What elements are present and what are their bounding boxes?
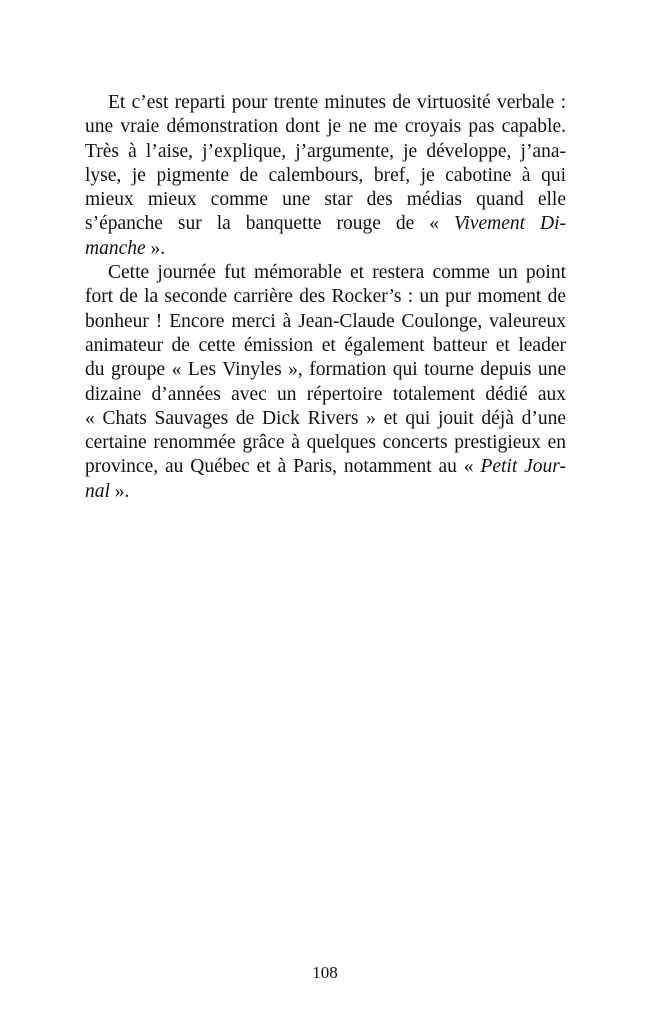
text-line: [85, 310, 566, 334]
text-segment: bonheur ! Encore merci à Jean-Claude Coulonge, valeureux: [85, 310, 566, 332]
text-line: [85, 285, 566, 309]
text-segment: Cette journée fut mémorable et restera comme un point: [108, 262, 566, 284]
text-segment: fort de la seconde carrière des Rocker’s : un pur moment de: [85, 286, 566, 308]
text-line: [85, 140, 566, 164]
text-line: [85, 480, 566, 504]
text-line: [85, 212, 566, 236]
text-line: [85, 431, 566, 455]
text-line: [85, 115, 566, 139]
document-body: [85, 91, 566, 504]
text-segment: animateur de cette émission et également batteur et leader: [85, 334, 566, 356]
italic-title-segment: manche: [85, 237, 146, 259]
text-line: [85, 455, 566, 479]
text-segment: ».: [145, 237, 166, 259]
text-segment: du groupe « Les Vinyles », formation qui tourne depuis une: [85, 359, 566, 381]
text-segment: dizaine d’années avec un répertoire totalement dédié aux: [85, 383, 566, 405]
text-segment: s’épanche sur la banquette rouge de «: [85, 213, 454, 235]
text-segment: province, au Québec et à Paris, notamment au «: [85, 456, 481, 478]
text-line: [85, 237, 566, 261]
text-segment: certaine renommée grâce à quelques concerts prestigieux en: [85, 432, 566, 454]
page-number: 108: [312, 963, 338, 982]
text-line: [85, 383, 566, 407]
text-segment: lyse, je pigmente de calembours, bref, je cabotine à qui: [85, 164, 566, 186]
italic-title-segment: nal: [85, 480, 110, 502]
paragraph-1: [85, 91, 566, 261]
text-segment: mieux mieux comme une star des médias quand elle: [85, 189, 566, 211]
text-line: [85, 358, 566, 382]
text-line: [85, 91, 566, 115]
text-line: [85, 334, 566, 358]
text-segment: Très à l’aise, j’explique, j’argumente, je développe, j’ana-: [85, 140, 566, 162]
text-segment: une vraie démonstration dont je ne me croyais pas capable.: [85, 116, 566, 138]
text-line: [85, 188, 566, 212]
italic-title-segment: Petit Jour-: [480, 456, 566, 478]
italic-title-segment: Vivement Di-: [453, 213, 567, 235]
text-segment: ».: [109, 480, 130, 502]
text-segment: « Chats Sauvages de Dick Rivers » et qui jouit déjà d’une: [85, 407, 566, 429]
text-line: [85, 407, 566, 431]
text-line: [85, 164, 566, 188]
paragraph-2: [85, 261, 566, 504]
text-segment: Et c’est reparti pour trente minutes de virtuosité verbale :: [108, 92, 566, 113]
text-line: [85, 261, 566, 285]
